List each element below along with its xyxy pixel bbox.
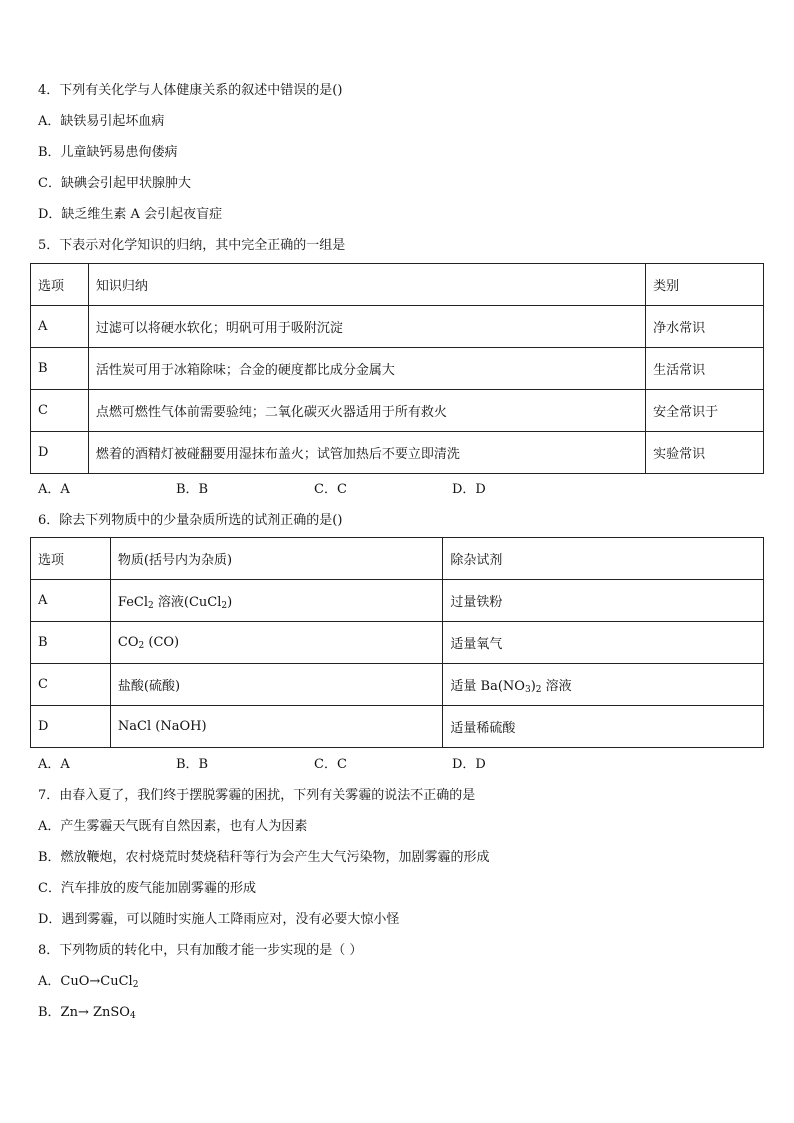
table-cell: 过量铁粉 [443, 580, 764, 622]
question-4-option-d: D．缺乏维生素 A 会引起夜盲症 [38, 207, 223, 222]
question-6-table [30, 537, 764, 748]
table-cell: D [31, 706, 111, 748]
header-cell: 选项 [31, 538, 111, 580]
question-6-stem: 6．除去下列物质中的少量杂质所选的试剂正确的是() [38, 513, 343, 528]
table-row [31, 348, 764, 390]
answer-option-b: B．B [176, 757, 209, 772]
table-cell: 点燃可燃性气体前需要验纯；二氧化碳灭火器适用于所有救火 [88, 390, 645, 432]
table-cell: 适量稀硫酸 [443, 706, 764, 748]
header-cell: 知识归纳 [88, 264, 645, 306]
table-cell: A [31, 580, 111, 622]
table-cell: 安全常识于 [646, 390, 764, 432]
header-cell: 物质(括号内为杂质) [110, 538, 443, 580]
question-8-option-b: B．Zn→ ZnSO$_4$ [38, 1005, 136, 1021]
question-4-stem: 4．下列有关化学与人体健康关系的叙述中错误的是() [38, 83, 343, 98]
question-4-option-c: C．缺碘会引起甲状腺肿大 [38, 176, 191, 191]
table-cell: 适量 $Ba(NO_3)_2$ 溶液 [443, 664, 764, 706]
answer-option-b: B．B [176, 482, 209, 497]
table-cell: 活性炭可用于冰箱除味；合金的硬度都比成分金属大 [88, 348, 645, 390]
question-7-option-a: A．产生雾霾天气既有自然因素，也有人为因素 [38, 819, 308, 834]
table-cell: B [31, 348, 89, 390]
question-7-option-c: C．汽车排放的废气能加剧雾霾的形成 [38, 881, 256, 896]
question-5-answer-options [38, 482, 590, 498]
table-cell: 生活常识 [646, 348, 764, 390]
table-row [31, 622, 764, 664]
table-cell: FeCl$_2$ 溶液(CuCl$_2$) [110, 580, 443, 622]
question-7-option-d: D．遇到雾霾，可以随时实施人工降雨应对，没有必要大惊小怪 [38, 912, 400, 927]
answer-option-a: A．A [38, 757, 70, 772]
answer-option-c: C．C [314, 482, 347, 497]
answer-option-d: D．D [452, 482, 486, 497]
question-8-option-a: A．CuO→CuCl$_2$ [38, 974, 139, 990]
question-4-option-a: A．缺铁易引起坏血病 [38, 114, 165, 129]
table-cell: C [31, 390, 89, 432]
table-row [31, 706, 764, 748]
table-cell: NaCl (NaOH) [110, 706, 443, 748]
table-header-row [31, 538, 764, 580]
header-cell: 除杂试剂 [443, 538, 764, 580]
answer-option-c: C．C [314, 757, 347, 772]
question-7-stem: 7．由春入夏了，我们终于摆脱雾霾的困扰，下列有关雾霾的说法不正确的是 [38, 788, 476, 803]
table-cell: 燃着的酒精灯被碰翻要用湿抹布盖火；试管加热后不要立即清洗 [88, 432, 645, 474]
question-5-table [30, 263, 764, 474]
table-cell: D [31, 432, 89, 474]
table-row [31, 664, 764, 706]
question-6-answer-options [38, 757, 590, 773]
header-cell: 选项 [31, 264, 89, 306]
table-cell: C [31, 664, 111, 706]
table-row [31, 306, 764, 348]
table-cell: 净水常识 [646, 306, 764, 348]
table-cell: 过滤可以将硬水软化；明矾可用于吸附沉淀 [88, 306, 645, 348]
question-8-stem: 8．下列物质的转化中，只有加酸才能一步实现的是（ ） [38, 943, 363, 958]
table-cell: B [31, 622, 111, 664]
answer-option-d: D．D [452, 757, 486, 772]
table-row [31, 580, 764, 622]
table-cell: 盐酸(硫酸) [110, 664, 443, 706]
table-cell: 适量氧气 [443, 622, 764, 664]
table-header-row [31, 264, 764, 306]
table-row [31, 390, 764, 432]
question-4-option-b: B．儿童缺钙易患佝偻病 [38, 145, 178, 160]
answer-option-a: A．A [38, 482, 70, 497]
table-row [31, 432, 764, 474]
table-cell: A [31, 306, 89, 348]
header-cell: 类别 [646, 264, 764, 306]
question-7-option-b: B．燃放鞭炮，农村烧荒时焚烧秸秆等行为会产生大气污染物，加剧雾霾的形成 [38, 850, 490, 865]
question-5-stem: 5．下表示对化学知识的归纳，其中完全正确的一组是 [38, 238, 346, 253]
table-cell: $CO_2$ (CO) [110, 622, 443, 664]
table-cell: 实验常识 [646, 432, 764, 474]
